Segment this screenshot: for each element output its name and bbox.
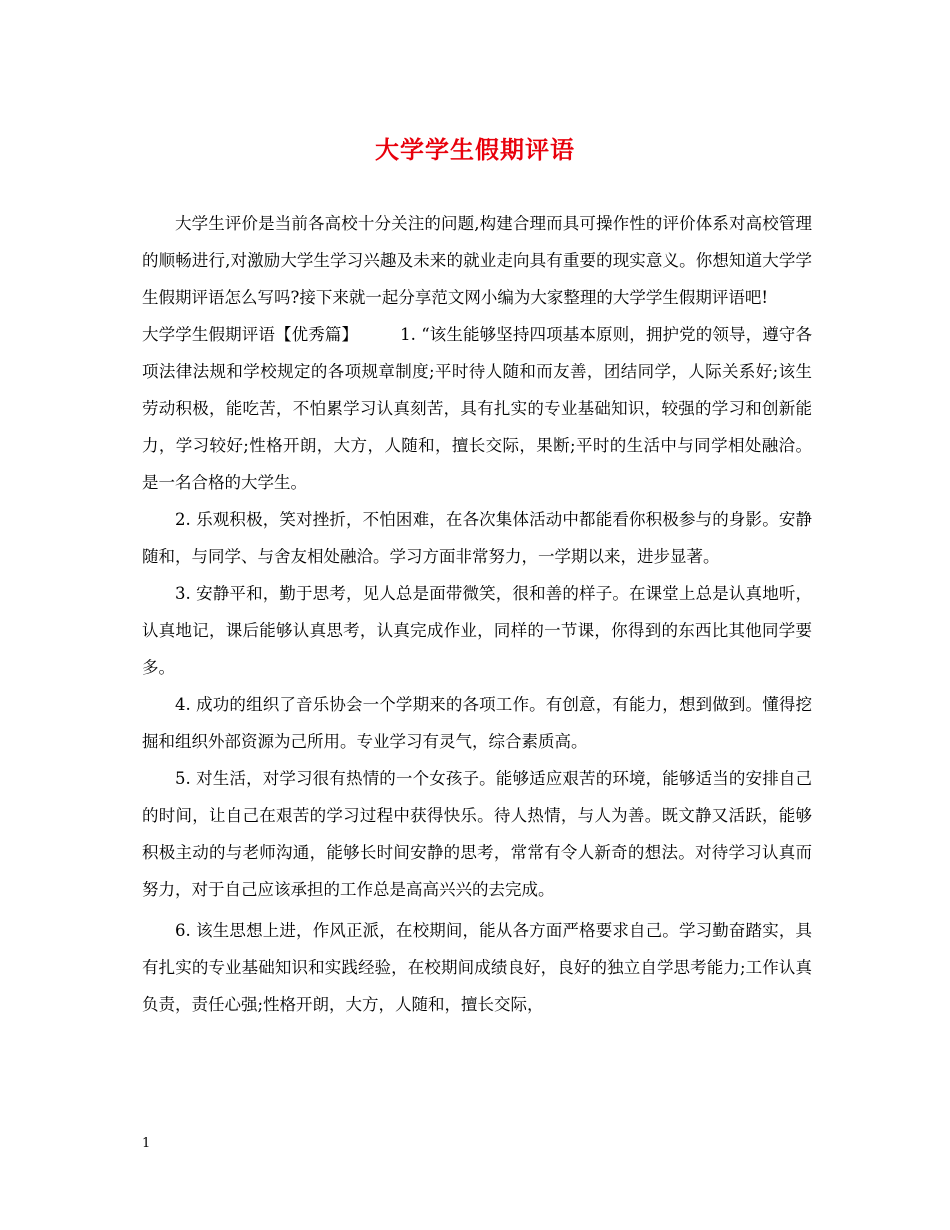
section-heading: 大学学生假期评语【优秀篇】 xyxy=(142,325,359,344)
intro-paragraph: 大学生评价是当前各高校十分关注的问题,构建合理而具可操作性的评价体系对高校管理的顺畅进行,对激励大学生学习兴趣及未来的就业走向具有重要的现实意义。你想知道大学学生假期评语怎么写吗?接下来就一起分享范文网小编为大家整理的大学学生假期评语吧! xyxy=(142,214,812,307)
item-1: 1. “该生能够坚持四项基本原则，拥护党的领导，遵守各项法律法规和学校规定的各项规章制度;平时待人随和而友善，团结同学，人际关系好;该生劳动积极，能吃苦，不怕累学习认真刻苦，具有扎实的专业基础知识，较强的学习和创新能力，学习较好;性格开朗，大方，人随和，擅长交际，果断;平时的生活中与同学相处融洽。是一名合格的大学生。 xyxy=(142,325,812,492)
page-number: 1 xyxy=(142,1136,151,1151)
section-paragraph-1 xyxy=(142,316,812,501)
item-6: 6. 该生思想上进，作风正派，在校期间，能从各方面严格要求自己。学习勤奋踏实，具有扎实的专业基础知识和实践经验，在校期间成绩良好，良好的独立自学思考能力;工作认真负责，责任心强;性格开朗，大方，人随和，擅长交际， xyxy=(142,921,812,1014)
item-5: 5. 对生活，对学习很有热情的一个女孩子。能够适应艰苦的环境，能够适当的安排自己的时间，让自己在艰苦的学习过程中获得快乐。待人热情，与人为善。既文静又活跃，能够积极主动的与老师沟通，能够长时间安静的思考，常常有令人新奇的想法。对待学习认真而努力，对于自己应该承担的工作总是高高兴兴的去完成。 xyxy=(142,769,812,899)
item-2: 2. 乐观积极，笑对挫折，不怕困难，在各次集体活动中都能看你积极参与的身影。安静随和，与同学、与舍友相处融洽。学习方面非常努力，一学期以来，进步显著。 xyxy=(142,510,812,566)
document-title: 大学学生假期评语 xyxy=(375,135,575,164)
document-body xyxy=(142,205,812,1023)
item-4: 4. 成功的组织了音乐协会一个学期来的各项工作。有创意，有能力，想到做到。懂得挖掘和组织外部资源为己所用。专业学习有灵气，综合素质高。 xyxy=(142,695,812,751)
item-3: 3. 安静平和，勤于思考，见人总是面带微笑，很和善的样子。在课堂上总是认真地听，认真地记，课后能够认真思考，认真完成作业，同样的一节课，你得到的东西比其他同学要多。 xyxy=(142,584,812,677)
